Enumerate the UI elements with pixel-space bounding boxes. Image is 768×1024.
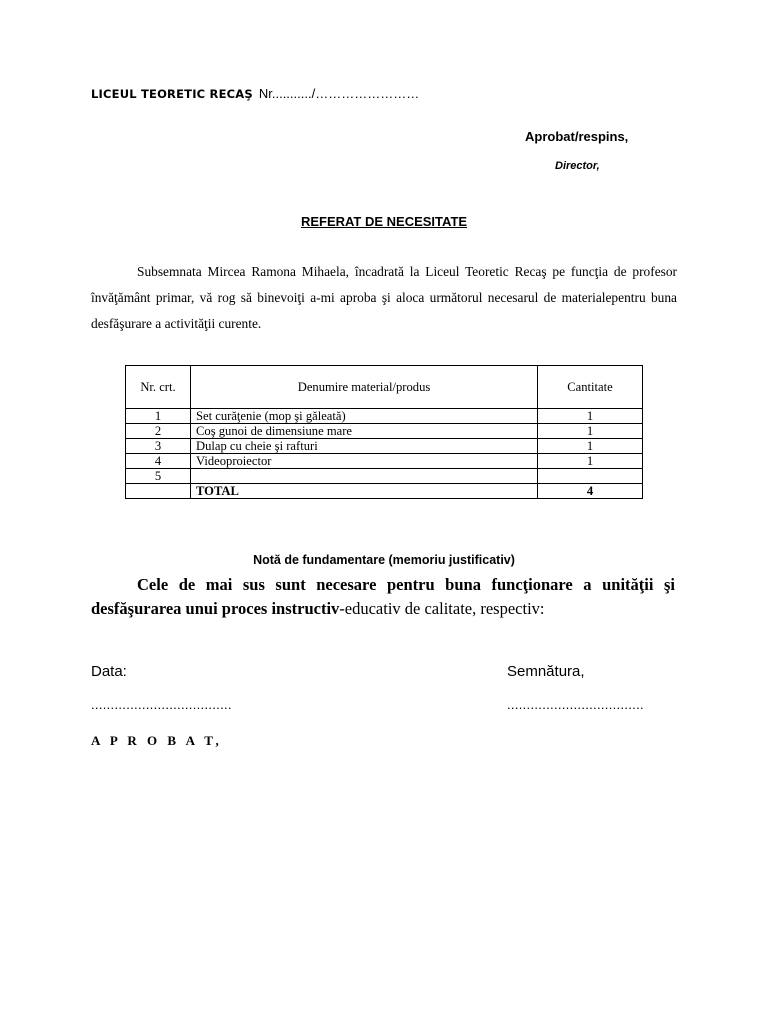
row-material: Dulap cu cheie şi rafturi <box>191 439 538 454</box>
row-material: Coş gunoi de dimensiune mare <box>191 424 538 439</box>
table-total-row <box>126 484 643 499</box>
materials-table <box>125 365 643 499</box>
approval-label: Aprobat/respins, <box>525 129 629 144</box>
row-nr: 3 <box>126 439 191 454</box>
row-quantity: 1 <box>538 409 643 424</box>
row-quantity: 1 <box>538 439 643 454</box>
signature-label: Semnătura, <box>507 663 585 680</box>
row-nr: 5 <box>126 469 191 484</box>
approved-label: A P R O B A T, <box>91 733 223 748</box>
date-label: Data: <box>91 663 127 680</box>
table-row <box>126 469 643 484</box>
row-nr: 1 <box>126 409 191 424</box>
row-quantity: 1 <box>538 454 643 469</box>
note-title: Notă de fundamentare (memoriu justificativ) <box>253 553 515 567</box>
table-row <box>126 409 643 424</box>
row-nr: 2 <box>126 424 191 439</box>
date-blank-line: .................................... <box>91 697 232 712</box>
document-title <box>0 214 768 229</box>
school-name: LICEUL TEORETIC RECAŞ <box>91 87 253 101</box>
header-nr: Nr. crt. <box>126 366 191 409</box>
header-line <box>91 86 419 102</box>
document-title-text: REFERAT DE NECESITATE <box>300 214 468 229</box>
table-header-row <box>126 366 643 409</box>
row-nr: 4 <box>126 454 191 469</box>
request-paragraph: Subsemnata Mircea Ramona Mihaela, încadrată la Liceul Teoretic Recaş pe funcţia de profesor învăţământ primar, vă rog să binevoiţi a-mi aproba şi aloca următorul necesarul de materialepentru buna desfăşurare a activităţii curente. <box>91 264 677 331</box>
header-quantity: Cantitate <box>538 366 643 409</box>
justification-normal: -educativ de calitate, respectiv: <box>339 599 545 618</box>
row-material: Set curăţenie (mop şi găleată) <box>191 409 538 424</box>
table-row <box>126 454 643 469</box>
total-label: TOTAL <box>191 484 538 499</box>
signature-blank-line: ................................... <box>507 697 644 712</box>
row-quantity: 1 <box>538 424 643 439</box>
justification-bold: Cele de mai sus sunt necesare pentru buna funcţionare a unităţii şi desfăşurarea unui proces instructiv <box>91 575 675 618</box>
total-empty-cell <box>126 484 191 499</box>
director-label: Director, <box>555 160 600 172</box>
registration-number: Nr.........../…………………… <box>258 86 420 101</box>
header-material: Denumire material/produs <box>191 366 538 409</box>
table-row <box>126 424 643 439</box>
total-value: 4 <box>538 484 643 499</box>
row-material <box>191 469 538 484</box>
row-quantity <box>538 469 643 484</box>
table-row <box>126 439 643 454</box>
row-material: Videoproiector <box>191 454 538 469</box>
justification-paragraph <box>91 573 675 621</box>
